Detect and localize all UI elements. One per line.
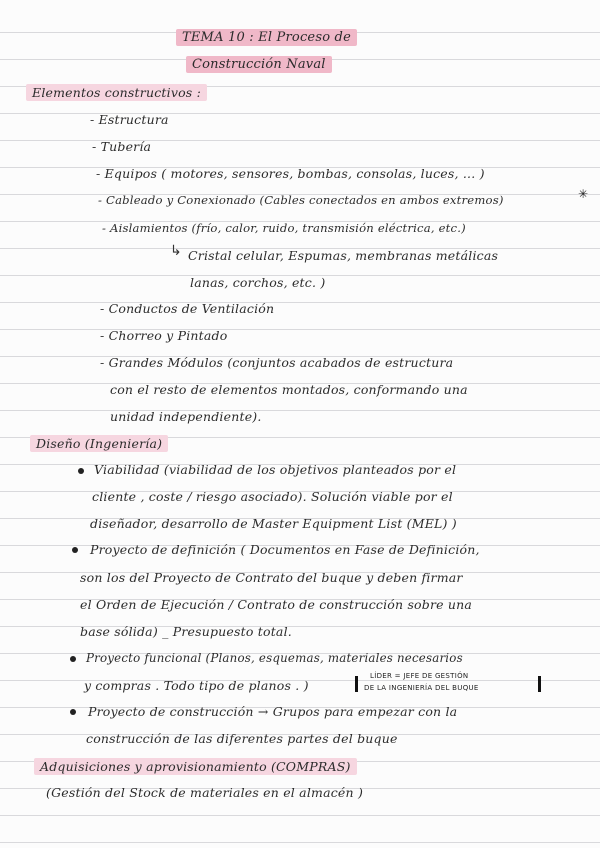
list-item: con el resto de elementos montados, conformando una xyxy=(110,382,468,397)
bullet-icon xyxy=(78,468,84,474)
list-item: Proyecto de construcción → Grupos para empezar con la xyxy=(88,704,458,719)
title-line-1: TEMA 10 : El Proceso de xyxy=(176,29,357,46)
list-item: construcción de las diferentes partes del buque xyxy=(86,731,398,746)
list-item: - Conductos de Ventilación xyxy=(100,301,275,316)
list-item: lanas, corchos, etc. ) xyxy=(190,275,326,290)
list-item: - Cableado y Conexionado (Cables conectados en ambos extremos) xyxy=(98,193,504,207)
list-item: son los del Proyecto de Contrato del buque y deben firmar xyxy=(80,570,463,585)
bullet-icon xyxy=(70,656,76,662)
list-item: - Estructura xyxy=(90,112,169,127)
list-item: Proyecto funcional (Planos, esquemas, materiales necesarios xyxy=(86,651,463,665)
list-item: unidad independiente). xyxy=(110,409,262,424)
section-heading-elementos: Elementos constructivos : xyxy=(26,84,207,101)
list-item: el Orden de Ejecución / Contrato de construcción sobre una xyxy=(80,597,473,612)
list-item: - Equipos ( motores, sensores, bombas, consolas, luces, ... ) xyxy=(96,166,485,181)
annotation-note: LÍDER = JEFE DE GESTIÓN xyxy=(370,672,469,680)
list-item: base sólida) _ Presupuesto total. xyxy=(80,624,292,639)
title-line-2: Construcción Naval xyxy=(186,56,332,73)
bullet-icon xyxy=(70,709,76,715)
list-item: Cristal celular, Espumas, membranas metálicas xyxy=(188,248,499,263)
list-item: - Aislamientos (frío, calor, ruido, transmisión eléctrica, etc.) xyxy=(102,221,466,235)
section-heading-diseno: Diseño (Ingeniería) xyxy=(30,435,168,452)
list-item: (Gestión del Stock de materiales en el almacén ) xyxy=(46,785,364,800)
list-item: cliente , coste / riesgo asociado). Solución viable por el xyxy=(92,489,453,504)
separator-mark xyxy=(355,676,358,692)
annotation-note: DE LA INGENIERÍA DEL BUQUE xyxy=(364,684,479,692)
list-item: - Grandes Módulos (conjuntos acabados de estructura xyxy=(100,355,454,370)
list-item: - Chorreo y Pintado xyxy=(100,328,228,343)
asterisk-icon: ✳ xyxy=(578,187,589,201)
section-heading-adquisiciones: Adquisiciones y aprovisionamiento (COMPRAS) xyxy=(34,758,357,775)
list-item: Viabilidad (viabilidad de los objetivos planteados por el xyxy=(94,462,457,477)
separator-mark xyxy=(538,676,541,692)
arrow-return-icon: ↳ xyxy=(170,243,182,259)
list-item: diseñador, desarrollo de Master Equipment List (MEL) ) xyxy=(90,516,457,531)
bullet-icon xyxy=(72,547,78,553)
list-item: - Tubería xyxy=(92,139,152,154)
list-item: Proyecto de definición ( Documentos en Fase de Definición, xyxy=(90,542,480,557)
list-item: y compras . Todo tipo de planos . ) xyxy=(84,678,309,693)
